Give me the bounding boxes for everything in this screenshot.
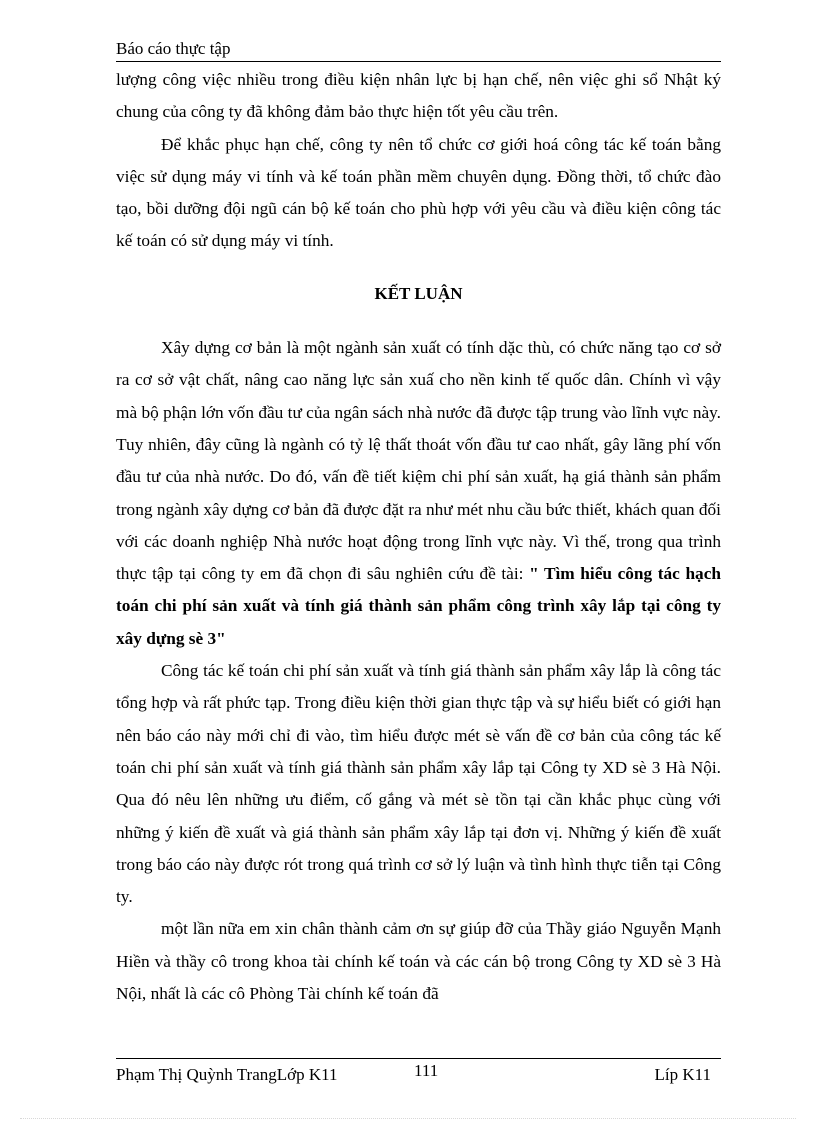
document-body: [116, 64, 721, 1010]
footer-class: Líp K11: [654, 1065, 711, 1084]
footer-author: Phạm Thị Quỳnh TrangLớp K11: [116, 1065, 338, 1084]
section-heading-conclusion: KẾT LUẬN: [374, 283, 463, 303]
conclusion-intro-text: Xây dựng cơ bản là một ngành sản xuất có tính dặc thù, có chức năng tạo cơ sở ra cơ sở vật chất, nâng cao năng lực sản xuấ cho nền kinh tế quốc dân. Chính vì vậy mà bộ phận lớn vốn đầu tư của ngân sách nhà nước đã được tập trung vào lĩnh vực này. Tuy nhiên, đây cũng là ngành có tỷ lệ thất thoát vốn đầu tư cao nhất, gây lãng phí vốn đầu tư của nhà nước. Do đó, vấn đề tiết kiệm chi phí sản xuất, hạ giá thành sản phẩm trong ngành xây dựng cơ bản đã được đặt ra như mét nhu cầu bức thiết, khách quan đối với các doanh nghiệp Nhà nước hoạt động trong lĩnh vực này. Vì thế, trong qua trình thực tập tại công ty em đã chọn đi sâu nghiên cứu đề tài:: [116, 338, 721, 584]
page-header: [116, 38, 721, 62]
thesis-topic-title: " Tìm hiểu công tác hạch toán chi phí sản xuất và tính giá thành sản phẩm công trình xây lắp tại công ty xây dựng sè 3": [116, 564, 721, 648]
paragraph-recommendation: Để khắc phục hạn chế, công ty nên tổ chức cơ giới hoá công tác kế toán bằng việc sử dụng máy vi tính và kế toán phần mềm chuyên dụng. Đồng thời, tổ chức đào tạo, bồi dưỡng đội ngũ cán bộ kế toán cho phù hợp với yêu cầu và điều kiện công tác kế toán có sử dụng máy vi tính.: [116, 134, 721, 251]
paragraph-continuation: lượng công việc nhiều trong điều kiện nhân lực bị hạn chế, nên việc ghi sổ Nhật ký chung của công ty đã không đảm bảo thực hiện tốt yêu cầu trên.: [116, 70, 721, 122]
page-number: 111: [414, 1061, 439, 1080]
paragraph-acknowledgement: một lần nữa em xin chân thành cảm ơn sự giúp đỡ của Thầy giáo Nguyễn Mạnh Hiền và thầy cô trong khoa tài chính kế toán và các cán bộ trong Công ty XD sè 3 Hà Nội, nhất là các cô Phòng Tài chính kế toán đã: [116, 919, 721, 1004]
page-footer: [116, 1061, 721, 1088]
footer-divider: [116, 1058, 721, 1059]
paragraph-scope: Công tác kế toán chi phí sản xuất và tính giá thành sản phẩm xây lắp là công tác tổng hợp và rất phức tạp. Trong điều kiện thời gian thực tập và sự hiểu biết có giới hạn nên báo cáo này mới chỉ đi vào, tìm hiểu được mét sè vấn đề cơ bản của công tác kế toán chi phí sản xuất và tính giá thành sản phẩm xây lắp tại Công ty XD sè 3 Hà Nội. Qua đó nêu lên những ưu điểm, cố gắng và mét sè tồn tại cần khắc phục cùng với những ý kiến đề xuất và giá thành sản phẩm xây lắp tại đơn vị. Những ý kiến đề xuất trong báo cáo này được rót trong quá trình cơ sở lý luận và tình hình thực tiễn tại Công ty.: [116, 661, 721, 907]
header-title: Báo cáo thực tập: [116, 39, 231, 58]
page-bottom-edge: [20, 1118, 796, 1119]
paragraph-conclusion-intro: [116, 332, 721, 655]
